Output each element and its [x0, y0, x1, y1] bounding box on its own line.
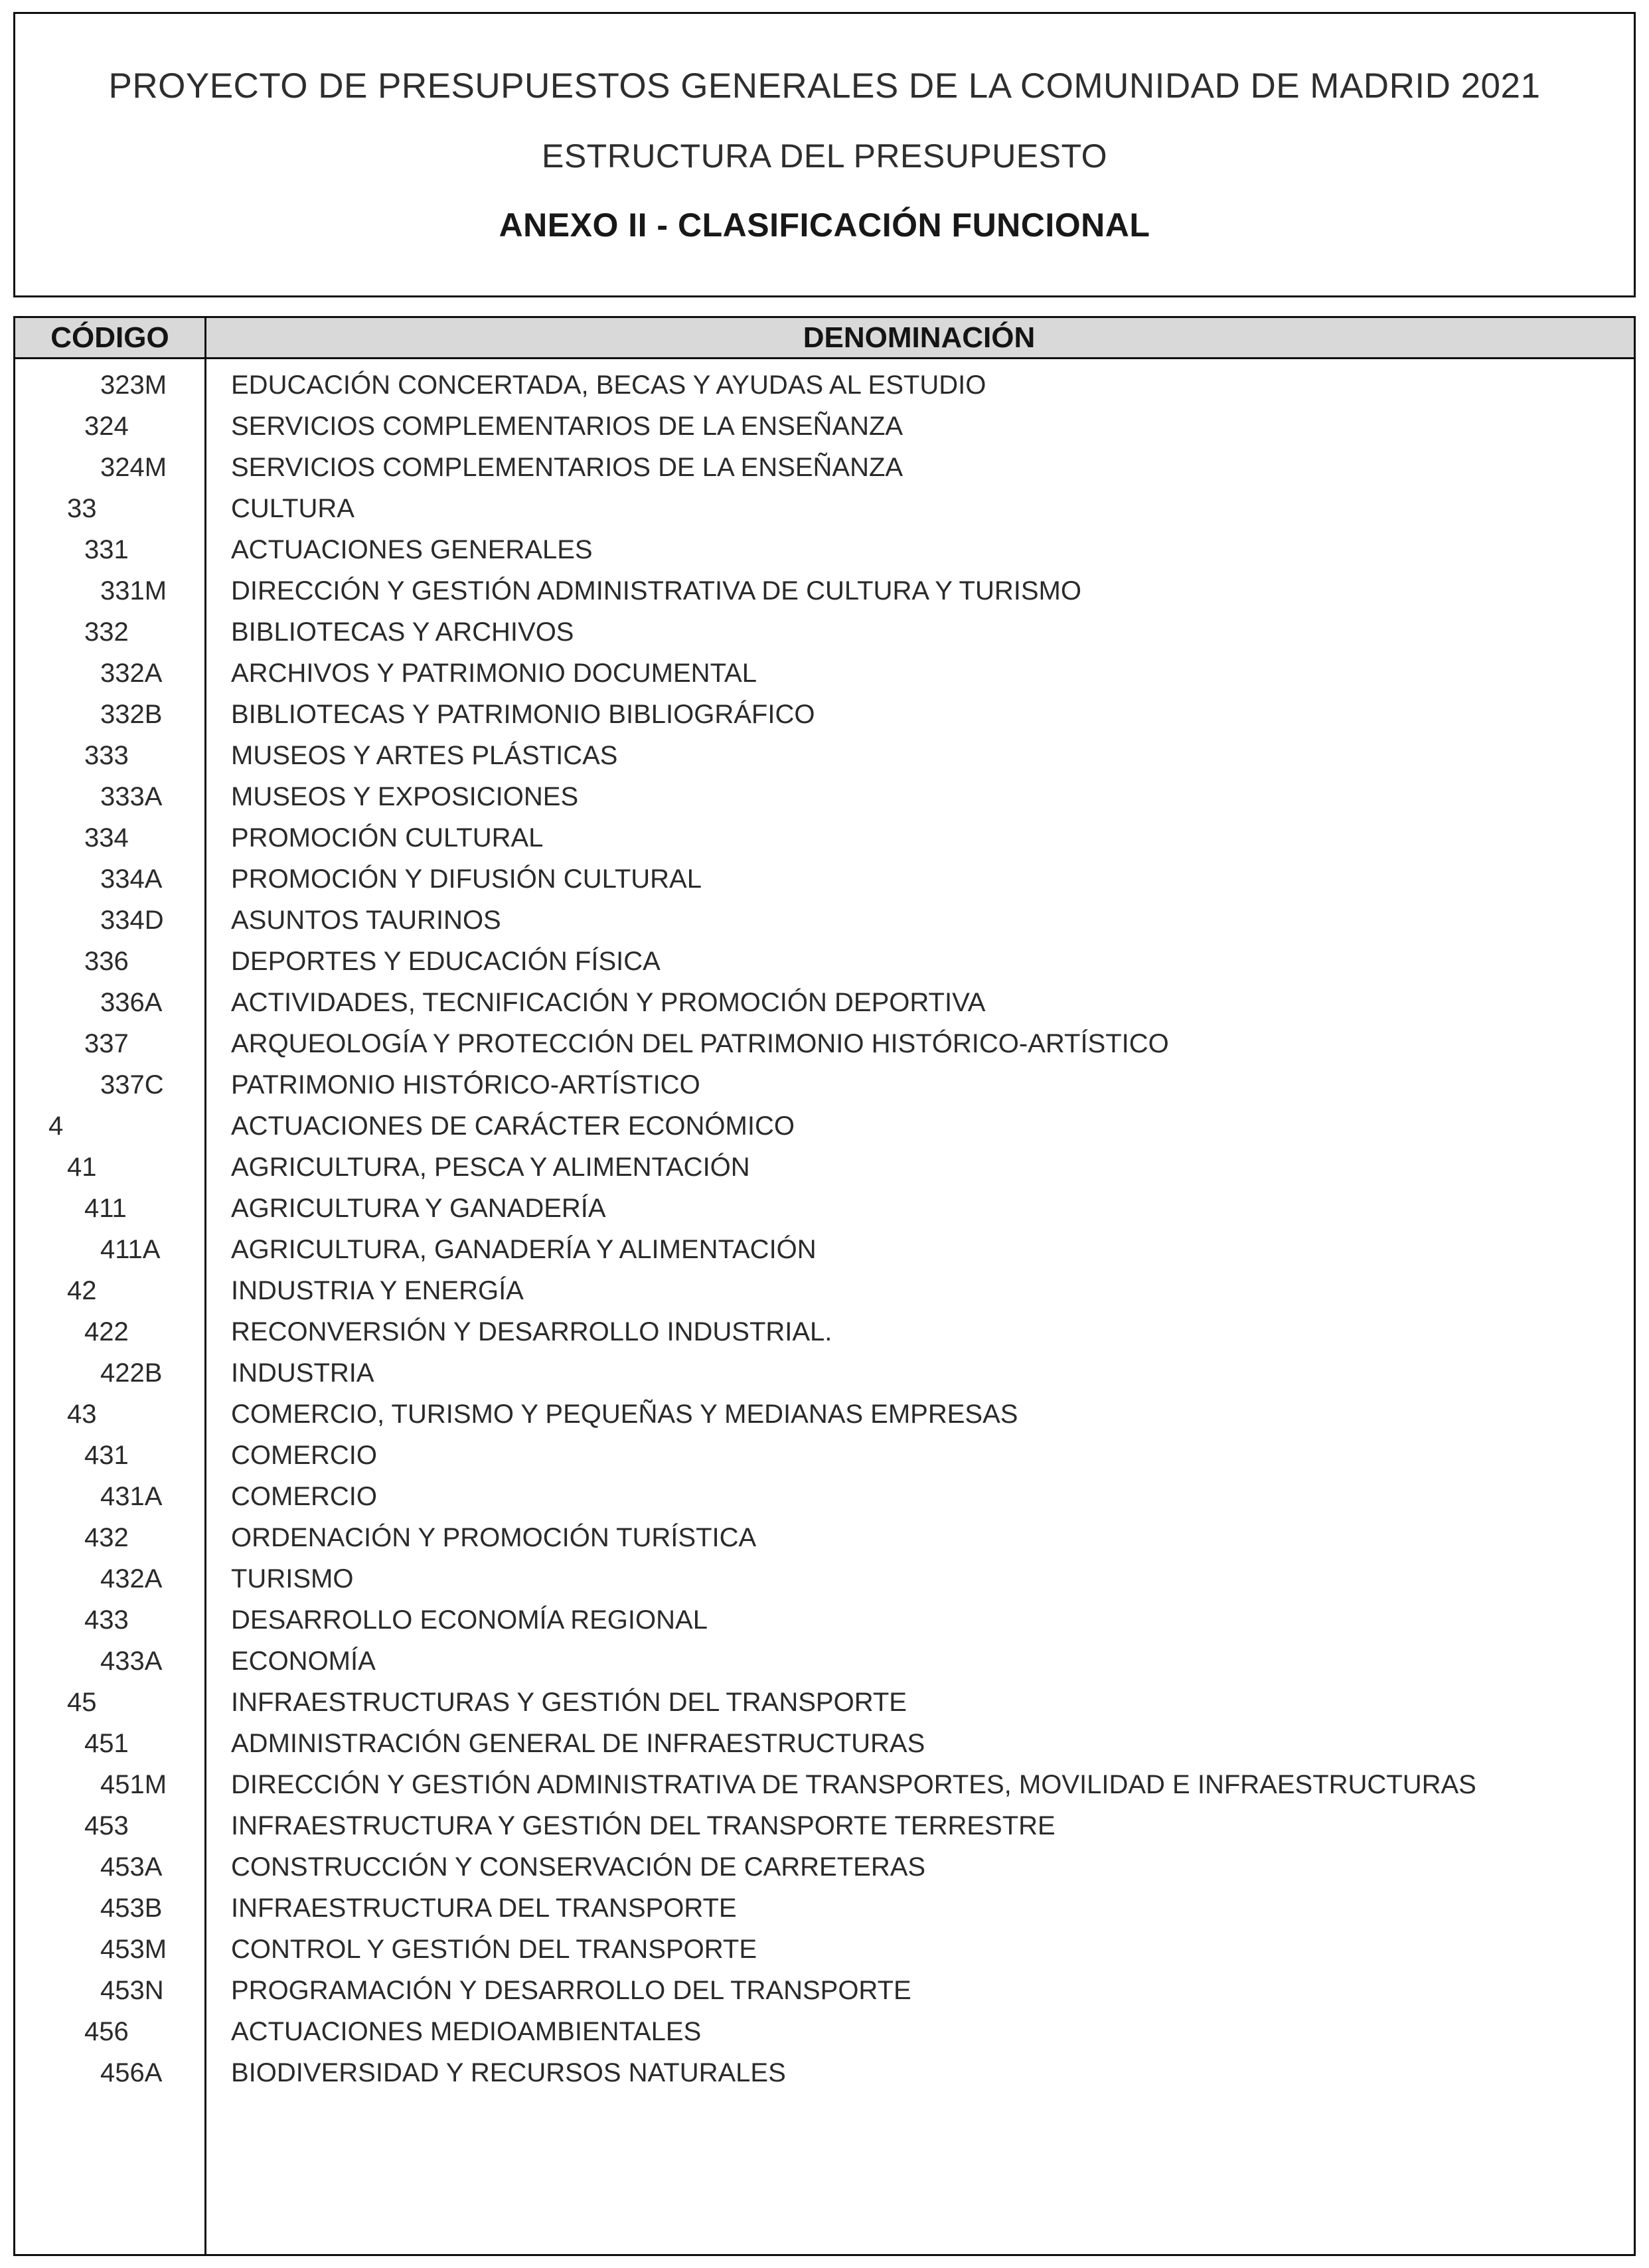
code-column-header: CÓDIGO: [50, 321, 169, 354]
table-row: [15, 570, 1634, 611]
code-cell: 42: [67, 1275, 97, 1305]
denomination-cell: ACTUACIONES GENERALES: [231, 534, 593, 564]
code-cell: 453M: [100, 1934, 167, 1964]
code-cell: 331: [84, 534, 129, 564]
code-cell: 453A: [100, 1852, 163, 1882]
table-row: [15, 529, 1634, 570]
denomination-cell: AGRICULTURA, GANADERÍA Y ALIMENTACIÓN: [231, 1234, 817, 1264]
denomination-cell: CONSTRUCCIÓN Y CONSERVACIÓN DE CARRETERAS: [231, 1852, 926, 1882]
denomination-cell: EDUCACIÓN CONCERTADA, BECAS Y AYUDAS AL ESTUDIO: [231, 370, 986, 400]
table-row: [15, 1188, 1634, 1229]
denomination-cell: ACTIVIDADES, TECNIFICACIÓN Y PROMOCIÓN DEPORTIVA: [231, 987, 986, 1017]
code-cell: 451M: [100, 1769, 167, 1799]
table-row: [15, 858, 1634, 900]
table-row: [15, 1846, 1634, 1888]
denomination-cell: SERVICIOS COMPLEMENTARIOS DE LA ENSEÑANZA: [231, 452, 903, 482]
code-cell: 332B: [100, 699, 163, 729]
code-cell: 456: [84, 2016, 129, 2046]
table-row: [15, 406, 1634, 447]
code-cell: 336: [84, 946, 129, 976]
code-cell: 337: [84, 1028, 129, 1058]
table-row: [15, 1147, 1634, 1188]
code-cell: 453: [84, 1811, 129, 1840]
code-cell: 337C: [100, 1070, 164, 1099]
denomination-cell: PATRIMONIO HISTÓRICO-ARTÍSTICO: [231, 1070, 700, 1099]
table-row: [15, 1723, 1634, 1764]
denomination-cell: INDUSTRIA Y ENERGÍA: [231, 1275, 524, 1305]
table-row: [15, 1682, 1634, 1723]
denomination-cell: ECONOMÍA: [231, 1646, 376, 1676]
code-cell: 432A: [100, 1564, 163, 1593]
denomination-cell: BIBLIOTECAS Y PATRIMONIO BIBLIOGRÁFICO: [231, 699, 815, 729]
header-table-gap: [13, 297, 1636, 316]
denomination-column-header: DENOMINACIÓN: [803, 321, 1036, 354]
code-cell: 431: [84, 1440, 129, 1470]
table-row: [15, 488, 1634, 529]
annex-title: ANEXO II - CLASIFICACIÓN FUNCIONAL: [499, 206, 1150, 244]
denomination-cell: TURISMO: [231, 1564, 354, 1593]
denomination-cell: CULTURA: [231, 493, 354, 523]
code-cell: 45: [67, 1687, 97, 1717]
code-cell: 324M: [100, 452, 167, 482]
denomination-cell: AGRICULTURA, PESCA Y ALIMENTACIÓN: [231, 1152, 750, 1182]
denomination-cell: INFRAESTRUCTURA Y GESTIÓN DEL TRANSPORTE TERRESTRE: [231, 1811, 1056, 1840]
denomination-cell: ORDENACIÓN Y PROMOCIÓN TURÍSTICA: [231, 1522, 757, 1552]
table-row: [15, 735, 1634, 776]
table-row: [15, 1558, 1634, 1599]
code-cell: 334A: [100, 864, 163, 894]
denomination-cell: INFRAESTRUCTURAS Y GESTIÓN DEL TRANSPORTE: [231, 1687, 907, 1717]
denomination-cell: MUSEOS Y EXPOSICIONES: [231, 781, 579, 811]
code-cell: 331M: [100, 576, 167, 606]
table-row: [15, 1888, 1634, 1929]
table-header-row: [15, 318, 1634, 359]
denomination-cell: ARQUEOLOGÍA Y PROTECCIÓN DEL PATRIMONIO HISTÓRICO-ARTÍSTICO: [231, 1028, 1169, 1058]
table-row: [15, 1229, 1634, 1270]
code-cell: 33: [67, 493, 97, 523]
table-row: [15, 1435, 1634, 1476]
code-cell: 43: [67, 1399, 97, 1429]
table-row: [15, 817, 1634, 858]
classification-table: [13, 316, 1636, 2256]
code-cell: 4: [48, 1111, 64, 1141]
table-row: [15, 1641, 1634, 1682]
denomination-cell: ASUNTOS TAURINOS: [231, 905, 501, 935]
denomination-cell: BIODIVERSIDAD Y RECURSOS NATURALES: [231, 2058, 786, 2087]
table-row: [15, 2011, 1634, 2052]
table-row: [15, 1805, 1634, 1846]
code-cell: 433: [84, 1605, 129, 1635]
denomination-cell: INDUSTRIA: [231, 1358, 374, 1388]
denomination-cell: ACTUACIONES DE CARÁCTER ECONÓMICO: [231, 1111, 795, 1141]
code-cell: 332A: [100, 658, 163, 688]
denomination-cell: RECONVERSIÓN Y DESARROLLO INDUSTRIAL.: [231, 1317, 832, 1346]
code-cell: 453N: [100, 1975, 164, 2005]
code-cell: 336A: [100, 987, 163, 1017]
table-row: [15, 941, 1634, 982]
code-cell: 333A: [100, 781, 163, 811]
denomination-cell: COMERCIO: [231, 1440, 377, 1470]
document-subtitle: ESTRUCTURA DEL PRESUPUESTO: [541, 137, 1108, 175]
denomination-cell: PROMOCIÓN Y DIFUSIÓN CULTURAL: [231, 864, 702, 894]
denomination-cell: AGRICULTURA Y GANADERÍA: [231, 1193, 606, 1223]
denomination-cell: BIBLIOTECAS Y ARCHIVOS: [231, 617, 574, 647]
code-cell: 456A: [100, 2058, 163, 2087]
code-cell: 433A: [100, 1646, 163, 1676]
table-row: [15, 1023, 1634, 1064]
denomination-cell: DEPORTES Y EDUCACIÓN FÍSICA: [231, 946, 661, 976]
table-row: [15, 1517, 1634, 1558]
table-row: [15, 1352, 1634, 1394]
table-row: [15, 1270, 1634, 1311]
denomination-cell: COMERCIO: [231, 1481, 377, 1511]
denomination-cell: MUSEOS Y ARTES PLÁSTICAS: [231, 740, 618, 770]
code-cell: 334D: [100, 905, 164, 935]
table-row: [15, 1970, 1634, 2011]
code-cell: 324: [84, 411, 129, 441]
code-cell: 332: [84, 617, 129, 647]
table-row: [15, 611, 1634, 653]
code-cell: 323M: [100, 370, 167, 400]
code-cell: 334: [84, 823, 129, 852]
denomination-cell: ARCHIVOS Y PATRIMONIO DOCUMENTAL: [231, 658, 757, 688]
denomination-cell: DIRECCIÓN Y GESTIÓN ADMINISTRATIVA DE CULTURA Y TURISMO: [231, 576, 1081, 606]
table-row: [15, 1311, 1634, 1352]
table-row: [15, 2052, 1634, 2093]
code-cell: 333: [84, 740, 129, 770]
denomination-cell: INFRAESTRUCTURA DEL TRANSPORTE: [231, 1893, 737, 1923]
denomination-cell: ACTUACIONES MEDIOAMBIENTALES: [231, 2016, 702, 2046]
denomination-cell: PROMOCIÓN CULTURAL: [231, 823, 544, 852]
table-row: [15, 694, 1634, 735]
table-row: [15, 900, 1634, 941]
table-row: [15, 982, 1634, 1023]
code-cell: 453B: [100, 1893, 163, 1923]
table-row: [15, 1929, 1634, 1970]
table-row: [15, 1064, 1634, 1105]
denomination-cell: PROGRAMACIÓN Y DESARROLLO DEL TRANSPORTE: [231, 1975, 911, 2005]
denomination-cell: DIRECCIÓN Y GESTIÓN ADMINISTRATIVA DE TRANSPORTES, MOVILIDAD E INFRAESTRUCTURAS: [231, 1769, 1476, 1799]
table-row: [15, 1394, 1634, 1435]
code-cell: 411: [84, 1193, 127, 1223]
denomination-cell: ADMINISTRACIÓN GENERAL DE INFRAESTRUCTURAS: [231, 1728, 925, 1758]
denomination-cell: SERVICIOS COMPLEMENTARIOS DE LA ENSEÑANZA: [231, 411, 903, 441]
document-title: PROYECTO DE PRESUPUESTOS GENERALES DE LA COMUNIDAD DE MADRID 2021: [108, 66, 1541, 106]
table-row: [15, 1764, 1634, 1805]
code-cell: 432: [84, 1522, 129, 1552]
table-row: [15, 447, 1634, 488]
column-divider: [204, 318, 206, 2254]
code-cell: 411A: [100, 1234, 161, 1264]
table-row: [15, 653, 1634, 694]
code-cell: 41: [67, 1152, 97, 1182]
table-row: [15, 1105, 1634, 1147]
code-cell: 431A: [100, 1481, 163, 1511]
denomination-cell: CONTROL Y GESTIÓN DEL TRANSPORTE: [231, 1934, 757, 1964]
code-cell: 422: [84, 1317, 129, 1346]
document-header: [13, 12, 1636, 297]
table-body: [15, 359, 1634, 2254]
table-row: [15, 1476, 1634, 1517]
code-cell: 451: [84, 1728, 129, 1758]
table-row: [15, 776, 1634, 817]
table-row: [15, 1599, 1634, 1641]
code-cell: 422B: [100, 1358, 163, 1388]
denomination-cell: COMERCIO, TURISMO Y PEQUEÑAS Y MEDIANAS EMPRESAS: [231, 1399, 1018, 1429]
denomination-cell: DESARROLLO ECONOMÍA REGIONAL: [231, 1605, 708, 1635]
table-row: [15, 364, 1634, 406]
